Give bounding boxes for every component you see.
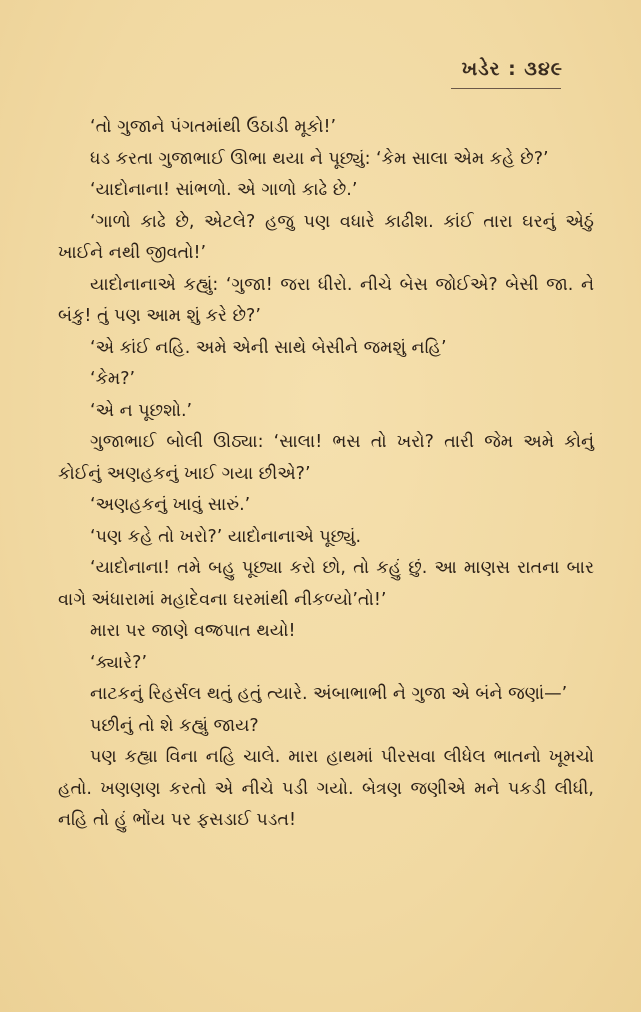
paragraph: પણ કહ્યા વિના નહિ ચાલે. મારા હાથમાં પીરસવા લીધેલ ભાતનો ખૂમચો હતો. ખણણણ કરતો એ નીચે પડી ગયો. બેત્રણ જણીએ મને પકડી લીધી, નહિ તો હું ભોંય પર ફસડાઈ પડત!: [58, 747, 594, 830]
paragraph: ગુજાભાઈ બોલી ઊઠ્યા: ‘સાલા! ભસ તો ખરો? તારી જેમ અમે કોનું કોઈનું અણહકનું ખાઈ ગયા છીએ?’: [58, 432, 594, 484]
header-underline: [451, 88, 561, 89]
paragraph: ‘એ ન પૂછશો.’: [90, 400, 193, 421]
paragraph: ‘અણહકનું ખાવું સારું.’: [90, 495, 251, 515]
paragraph: ‘યાદોનાના! સાંભળો. એ ગાળો કાઢે છે.’: [90, 180, 358, 200]
paragraph: યાદોનાનાએ કહ્યું: ‘ગુજા! જરા ધીરો. નીચે બેસ જોઈએ? બેસી જા. ને બંકુ! તું પણ આમ શું કરે છે?’: [58, 274, 594, 326]
page-header: ખડેર : ૩૪૯: [461, 58, 563, 80]
paragraph: ‘પણ કહે તો ખરો?’ યાદોનાનાએ પૂછ્યું.: [90, 526, 362, 547]
paragraph: ‘એ કાંઈ નહિ. અમે એની સાથે બેસીને જમશું નહિ’: [90, 337, 447, 358]
paragraph: ‘કેમ?’: [90, 369, 136, 389]
paragraph: ‘તો ગુજાને પંગતમાંથી ઉઠાડી મૂકો!’: [90, 117, 337, 137]
paragraph: નાટકનું રિહર્સલ થતું હતું ત્યારે. અંબાભાભી ને ગુજા એ બંને જણાં—’: [90, 684, 568, 704]
paragraph: ધડ કરતા ગુજાભાઈ ઊભા થયા ને પૂછ્યું: ‘કેમ સાલા એમ કહે છે?’: [90, 148, 549, 169]
paragraph: ‘યાદોનાના! તમે બહુ પૂછ્યા કરો છો, તો કહું છું. આ માણસ રાતના બાર વાગે અંધારામાં મહાદેવના ઘરમાંથી નીકળ્યો’તો!’: [58, 558, 594, 610]
paragraph: ‘ગાળો કાઢે છે, એટલે? હજુ પણ વધારે કાઢીશ. કાંઈ તારા ઘરનું એઠું ખાઈને નથી જીવતો!’: [58, 211, 594, 263]
paragraph: મારા પર જાણે વજ્રપાત થયો!: [90, 621, 296, 641]
body-text: [58, 112, 594, 837]
paragraph: પછીનું તો શે કહ્યું જાય?: [90, 715, 259, 736]
paragraph: ‘ક્યારે?’: [90, 652, 148, 673]
